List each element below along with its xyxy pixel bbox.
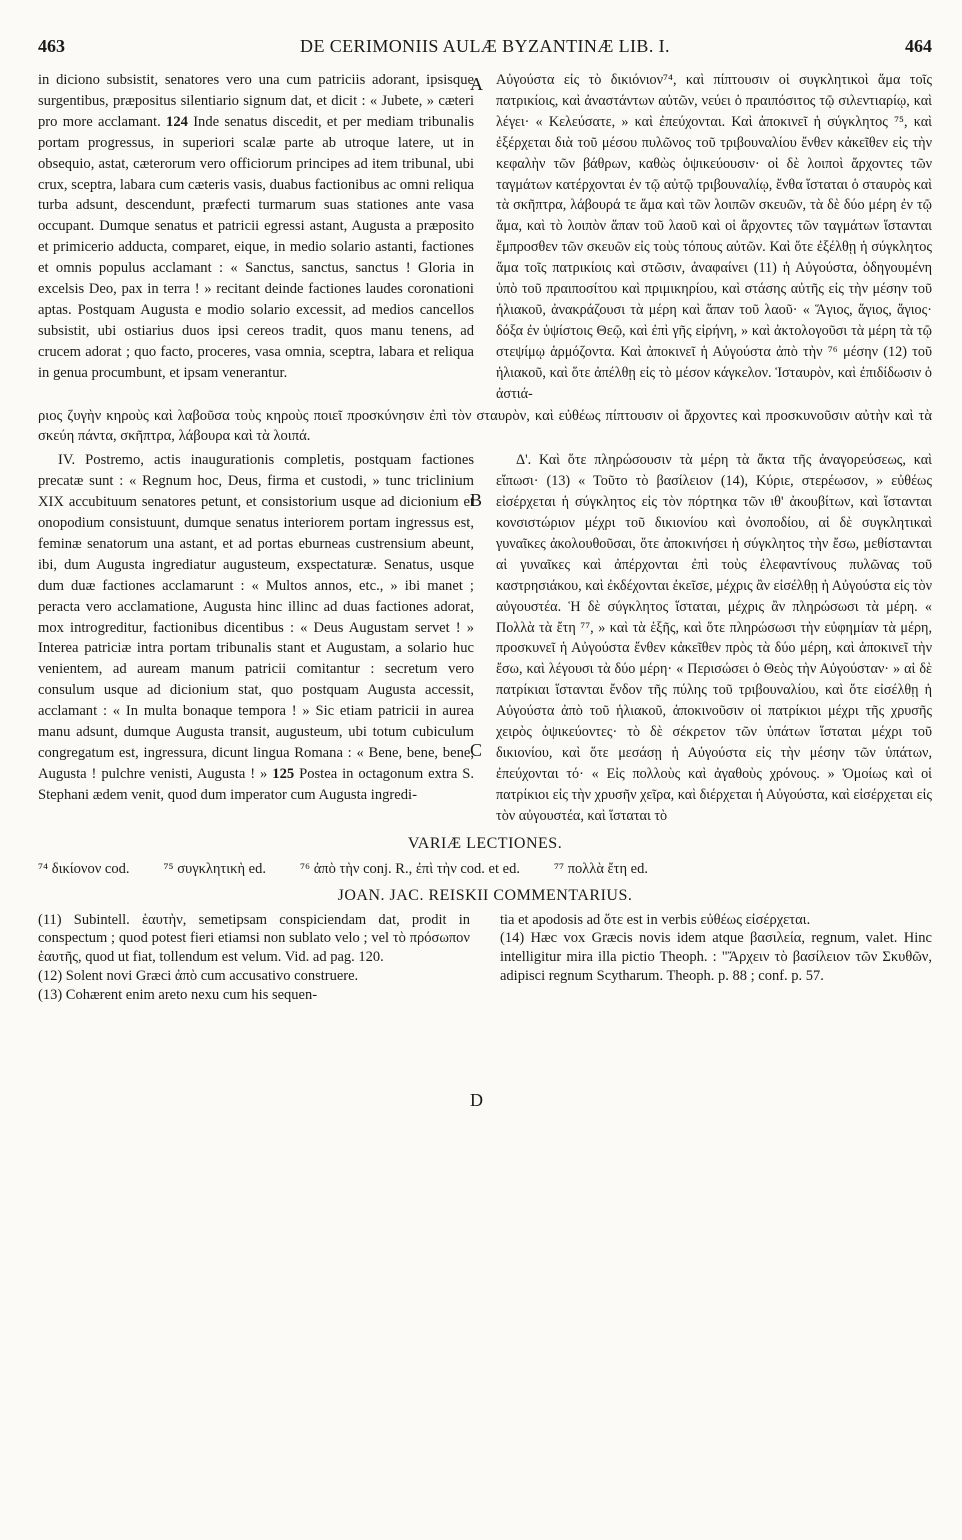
margin-letter-a: A [470, 74, 483, 94]
variae-lectiones-title: VARIÆ LECTIONES. [407, 834, 563, 852]
commentary [38, 911, 932, 1005]
variant-77: ⁷⁷ πολλὰ ἔτη ed. [553, 860, 648, 877]
commentary-right [500, 911, 932, 1005]
variae-lectiones-list [38, 859, 932, 879]
greek-text-2: Δ'. Καὶ ὅτε πληρώσουσιν τὰ μέρη τὰ ἄκτα τῆς ἀναγορεύσεως, καὶ εἴπωσι· (13) « Τοῦτο τὸ βασίλειον (14), Κύριε, στερέωσον, » εὐθέως εἰσέρχεται ἡ σύγκλητος εἰς τὸν πόρτηκα τῶν ιθ' ἀκουβίτων, καὶ ἵστανται κονσιστώριον μέχρι τοῦ δικιονίου καὶ ὀνοποδίου, αἱ δὲ συγκλητικαὶ γυναῖκες ἀκολουθοῦσαι, ὅτε ἀποκινήσει ἡ σύγκλητος τὴν ἔσω, μεθίστανται αἱ γυναῖκες καὶ ἀπέρχονται ἐπὶ τοὺς ἐλεφαντίνους πυλῶνας τοῦ καστρησιάκου, καὶ ἐκδέχονται ἐκεῖσε, μέχρις ἂν εἰσέλθῃ ἡ Αὐγούστα εἰς τὸν αὐγουστέα. Ἡ δὲ σύγκλητος ἵσταται, μέχρις ἂν πληρώσωσι τὰ μέρη. « Πολλὰ τὰ ἔτη ⁷⁷, » καὶ τὰ ἑξῆς, καὶ ὅτε πληρώσωσι τὴν εὐφημίαν τὰ μέρη, προσκυνεῖ ἡ Αὐγούστα ἔνθεν κἀκεῖθεν πρὸς τὰ δύο μέρη, καὶ ἀποκινεῖ τὴν ἔσω, καὶ λέγουσι τὰ δύο μέρη· « Περισώσει ὁ Θεὸς τὴν Αὐγούσταν· » αἱ δὲ πατρίκιαι ἵστανται ἔνδον τῆς πύλης τοῦ τριβουναλίου, καὶ ὅτε εἰσέλθῃ ἡ Αὐγούστα ἀπὸ τοῦ ἡλιακοῦ, ἀποκινοῦσιν οἱ πατρίκιοι μέχρι τῆς χρυσῆς χειρὸς ὀψικεύοντες· τὸ δὲ σέκρετον τῶν ὑπάτων ἵσταται μέχρι τοῦ δικιονίου, καὶ ὅτε μεσάσῃ ἡ Αὐγούστα εἰς τὴν μέσην τῶν ὑπάτων, ἐπεύχονται τό· « Εἰς πολλοὺς καὶ ἀγαθοὺς χρόνους. » Ὁμοίως καὶ οἱ πατρίκιοι εἰς τὴν χρυσῆν χεῖρα, καὶ διέρχεται ἡ Αὐγούστα, καὶ εἰσέρχεται εἰς τὸν αὐγουστέα, καὶ ἵσταται τὸ [496, 452, 933, 824]
variant-74: ⁷⁴ δικίονον cod. [38, 860, 130, 877]
note-13-continued: tia et apodosis ad ὅτε est in verbis εὐθέως εἰσέρχεται. [500, 911, 811, 928]
commentary-title: JOAN. JAC. REISKII COMMENTARIUS. [337, 886, 633, 904]
variant-75: ⁷⁵ συγκλητικὴ ed. [163, 860, 266, 877]
greek-column-lower [496, 450, 932, 826]
latin-text-1: in diciono subsistit, senatores vero una cum patriciis adorant, ipsisque surgentibus, præpositus silentiario signum dat, et dicit : « Jubete, » cæteri pro more acclamant. [38, 72, 474, 130]
lower-columns [38, 450, 932, 826]
margin-letter-d: D [470, 1090, 483, 1110]
running-title: DE CERIMONIIS AULÆ BYZANTINÆ LIB. I. [300, 36, 670, 56]
margin-letter-b: B [470, 490, 483, 510]
latin-column-upper [38, 70, 474, 405]
greek-column-upper [496, 70, 932, 405]
upper-columns [38, 70, 932, 405]
running-header [38, 30, 932, 56]
full-width-greek-line: ριος ζυγὴν κηροὺς καὶ λαβοῦσα τοὺς κηροὺς ποιεῖ προσκύνησιν ἐπὶ τὸν σταυρὸν, καὶ εὐθέως πίπτουσιν οἱ ἄρχοντες καὶ προσκυνοῦσιν αὐτὴν καὶ τὰ σκεύη πάντα, σκῆπτρα, λάβουρα καὶ τὰ λοιπά. [38, 407, 932, 445]
variant-76: ⁷⁶ ἀπὸ τὴν conj. R., ἐπὶ τὴν cod. et ed. [299, 860, 520, 877]
margin-letter-c: C [470, 740, 483, 760]
note-13: (13) Cohærent enim areto nexu cum his sequen- [38, 986, 318, 1003]
page-number-left: 463 [38, 36, 65, 56]
marginal-number-125: 125 [272, 765, 295, 782]
marginal-number-124: 124 [166, 113, 188, 130]
latin-text-3: IV. Postremo, actis inaugurationis completis, postquam factiones precatæ sunt : « Regnum hoc, Deus, firma et custodi, » tunc triclinium XIX accubituum senatores petunt, et consistorium usque ad dicionium et onopodium consistuunt, dumque senatus interiorem portam ingressus est, feminæ senatorum una astant, et ad portas eburneas custrensium abeunt, ibi, dum Augusta ingrediatur augusteum, exspectaturæ. Senatus, usque dum duæ factiones acclamarunt : « Multos annos, etc., » ibi manet ; peracta vero acclamatione, Augusta hinc illinc ad duas factiones adorat, mox introgreditur, factionibus dicentibus : « Deus Augustam servet ! » Interea patriciæ intra portam tribunalis stant et Augustam, a solario huc venientem, ad auream manum patricii comitantur : secretum vero consulum usque ad dicionium stat, quo postquam Augusta accessit, acclamant : « In multa bonaque tempora ! » Sic etiam patricii in aurea manu adsunt, dumque Augusta transit, augusteum, ubi totum cubiculum congregatum est, ingressura, dicunt lingua Romana : « Bene, bene, bene, Augusta ! pulchre venisti, Augusta ! » [38, 452, 474, 782]
latin-text-2: Inde senatus discedit, et per mediam tribunalis portam progressus, in superiori scalæ parte ab utroque latere, ut in obsequio, astat, cæterorum vero officiorum principes ad item tribunal, ubi crux, sceptra, labara cum cæteris vasis, duabus factionibus ac omni reliqua turba adsunt, descendunt, præfecti turmarum suas stationes ante vasa occupant. Dumque senatus et patricii egressi astant, Augusta a præposito et primicerio adducta, comparet, eique, in medio solario astanti, factiones et omnis populus acclamant : « Sanctus, sanctus, sanctus ! Gloria in excelsis Deo, pax in terra ! » recitant deinde factiones laudes coronationi aptas. Postquam Augusta e modio solario excessit, ad medios cancellos subsistit, ubi ostiarius duos ipsi cereos tradit, quos manu tenens, ad crucem adorat ; quo facto, proceres, vasa omnia, sceptra, labara et reliqua in genua procumbunt, et ipsam venerantur. [38, 113, 474, 381]
note-12: (12) Solent novi Græci ἀπὸ cum accusativo construere. [38, 968, 359, 985]
latin-text-4: Postea in octagonum extra S. Stephani ædem venit, quod dum imperator cum Augusta ingredi- [38, 765, 474, 803]
greek-text-1: Αὐγούστα εἰς τὸ δικιόνιον⁷⁴, καὶ πίπτουσιν οἱ συγκλητικοὶ ἅμα τοῖς πατρικίοις, καὶ ἀναστάντων αὐτῶν, νεύει ὁ πραιπόσιτος τῷ σιλεντιαρίῳ, καὶ λέγει· « Κελεύσατε, » καὶ ἐπεύχονται. Καὶ ἀποκινεῖ ἡ σύγκλητος ⁷⁵, καὶ ἐξέρχεται διὰ τοῦ μέσου πυλῶνος τοῦ τριβουναλίου ἔνθεν κἀκεῖθεν εἰς τὴν κεφαλὴν τῶν βάθρων, καθὼς ὀψικεύουσιν· οἱ δὲ λοιποὶ ἄρχοντες τῶν ταγμάτων κατέρχονται ἐν τῷ αὐτῷ τριβουναλίῳ, ἔνθα ἵσταται ὁ σταυρὸς καὶ τὰ σκῆπτρα, λάβουρά τε ἅμα καὶ τῶν λοιπῶν σκευῶν, τὰ δὲ δύο μέρη ἐν τῷ ἅμα, καὶ τὸ λοιπὸν ἅπαν τοῦ λαοῦ καὶ οἱ ἄρχοντες τῶν ταγμάτων ἵστανται ἔμπροσθεν τῶν σκευῶν εἰς τοὺς τόπους αὐτῶν. Καὶ ὅτε ἐξέλθῃ ἡ σύγκλητος ἅμα τοῖς πατρικίοις καὶ στῶσιν, ἀναφαίνει (11) ἡ Αὐγούστα, ὁδηγουμένη ὑπὸ τοῦ πραιποσίτου καὶ πριμικηρίου, καὶ στάσης αὐτῆς εἰς τὴν μέσην τοῦ ἡλιακοῦ, ἀνακράζουσι τὰ μέρη καὶ ἅπαν τοῦ λαοῦ· « Ἅγιος, ἅγιος, ἅγιος· δόξα ἐν ὑψίστοις Θεῷ, καὶ ἐπὶ γῆς εἰρήνη, » καὶ ἀκτολογοῦσι τὰ μέρη τὰ τῷ στεψίμῳ ἁρμόζοντα. Καὶ ἀποκινεῖ ἡ Αὐγούστα ἀπὸ τὴν ⁷⁶ μέσην (12) τοῦ ἡλιακοῦ, καὶ ὅτε ἀπέλθῃ εἰς τὸ μέσον κάγκελον. Ἱσταυρὸν, καὶ ἐπιδίδωσιν ὁ ἀστιά- [496, 72, 932, 402]
note-14: (14) Hæc vox Græcis novis idem atque βασιλεία, regnum, valet. Hinc intelligitur mira illa pictio Theoph. : "Ἄρχειν τὸ βασίλειον τῶν Σκυθῶν, adipisci regnum Scytharum. Theoph. p. 88 ; conf. p. 57. [500, 930, 932, 985]
page-number-right: 464 [905, 36, 932, 56]
latin-column-lower [38, 450, 474, 826]
commentary-left [38, 911, 470, 1005]
note-11: (11) Subintell. ἑαυτὴν, semetipsam conspiciendam dat, prodit in conspectum ; quod potest fieri etiamsi non sublato velo ; vel τὸ πρόσωπον ἑαυτῆς, quod ut fiat, tollendum est velum. Vid. ad pag. 120. [38, 911, 470, 966]
